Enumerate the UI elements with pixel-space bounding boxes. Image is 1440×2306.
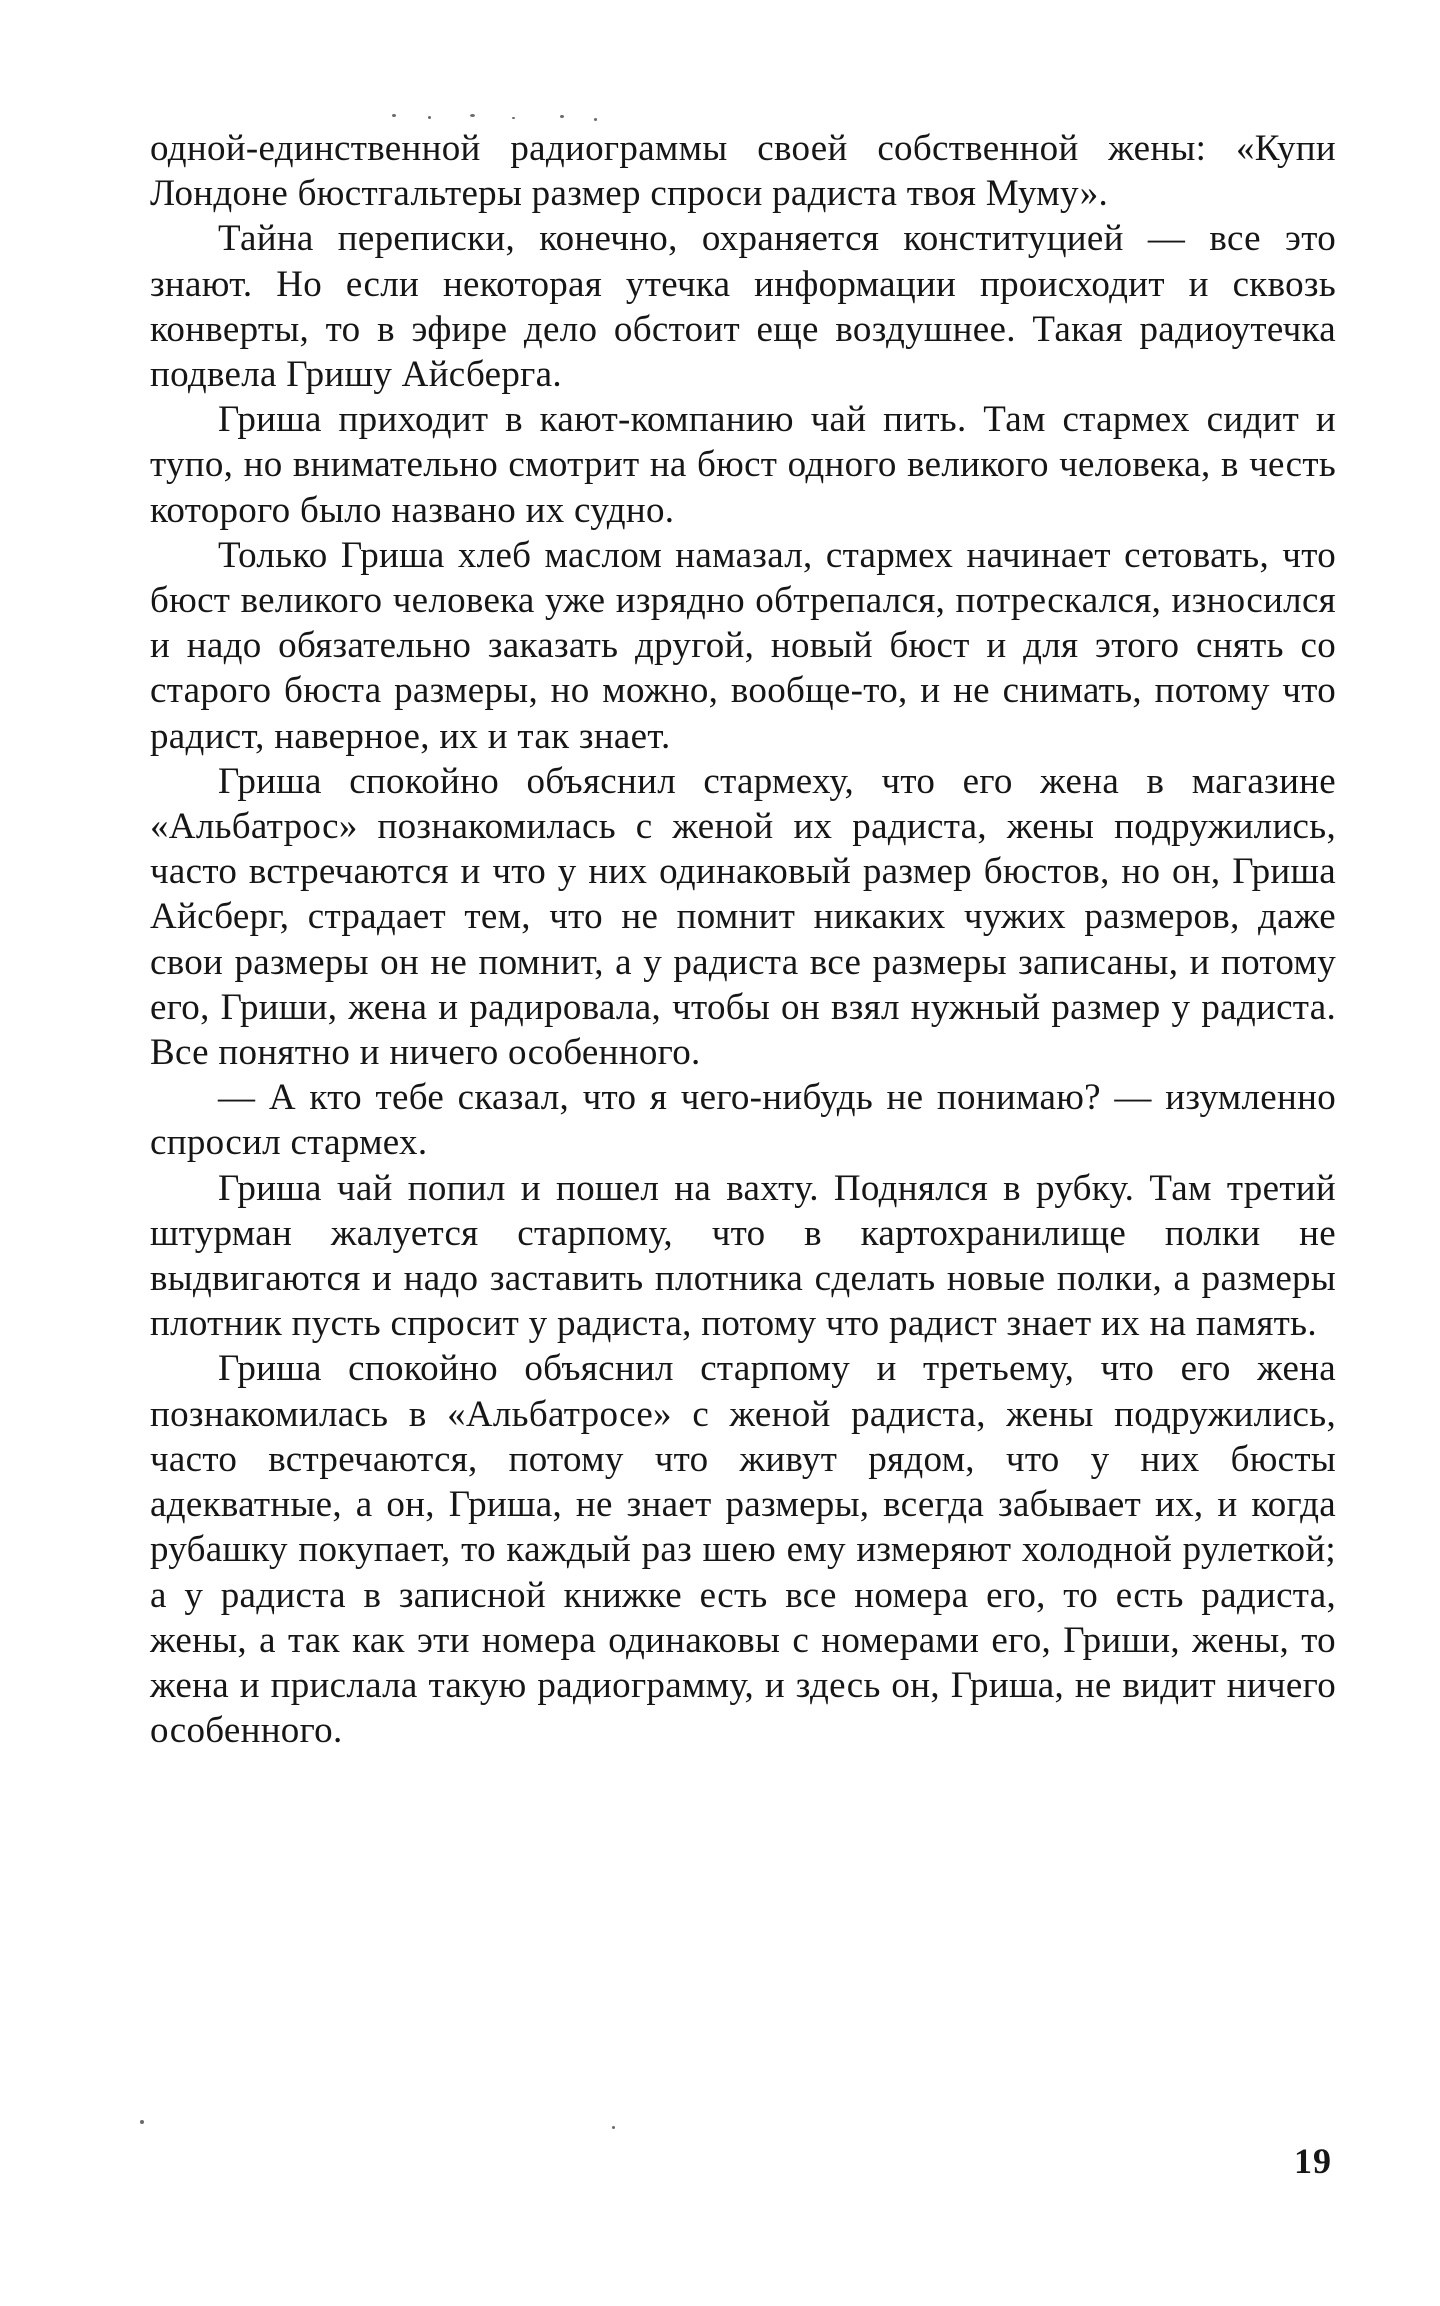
paragraph-8: Гриша спокойно объяснил старпому и третьему, что его жена познакомилась в «Альбатросе» с женой радиста, жены подружились, часто встречаются, потому что живут рядом, что у них бюсты адекватные, а он, Гриша, не знает размеры, всегда забывает их, и когда рубашку покупает, то каждый раз шею ему измеряют холодной рулеткой; а у радиста в записной книжке есть все номера его, то есть радиста, жены, а так как эти номера одинаковы с номерами его, Гриши, жены, то жена и прислала такую радиограмму, и здесь он, Гриша, не видит ничего особенного.: [150, 1348, 1336, 1752]
print-speck: [512, 117, 515, 119]
print-speck: [470, 114, 475, 117]
print-speck: [140, 2120, 144, 2124]
print-speck: [594, 118, 597, 121]
print-speck: [428, 116, 431, 119]
body-text: [150, 126, 1336, 1753]
page-number: 19: [1294, 2141, 1332, 2181]
paragraph-4: Только Гриша хлеб маслом намазал, стармех начинает сетовать, что бюст великого человека уже изрядно обтрепался, потрескался, износился и надо обязательно заказать другой, новый бюст и для этого снять со старого бюста размеры, но можно, вообще-то, и не снимать, потому что радист, наверное, их и так знает.: [150, 534, 1336, 757]
paragraph-7: Гриша чай попил и пошел на вахту. Поднялся в рубку. Там третий штурман жалуется старпому, что в картохранилище полки не выдвигаются и надо заставить плотника сделать новые полки, а размеры плотник пусть спросит у радиста, потому что радист знает их на память.: [150, 1167, 1336, 1345]
paragraph-1: одной-единственной радиограммы своей собственной жены: «Купи Лондоне бюстгальтеры размер спроси радиста твоя Муму».: [150, 128, 1336, 215]
paragraph-5: Гриша спокойно объяснил стармеху, что его жена в магазине «Альбатрос» познакомилась с женой их радиста, жены подружились, часто встречаются и что у них одинаковый размер бюстов, но он, Гриша Айсберг, страдает тем, что не помнит никаких чужих размеров, даже свои размеры он не помнит, а у радиста все размеры записаны, и потому его, Гриши, жена и радировала, чтобы он взял нужный размер у радиста. Все понятно и ничего особенного.: [150, 760, 1336, 1074]
print-speck: [560, 115, 564, 118]
paragraph-6: — А кто тебе сказал, что я чего-нибудь не понимаю? — изумленно спросил стармех.: [150, 1077, 1336, 1164]
print-speck: [612, 2126, 615, 2129]
paragraph-2: Тайна переписки, конечно, охраняется конституцией — все это знают. Но если некоторая утечка информации происходит и сквозь конверты, то в эфире дело обстоит еще воздушнее. Такая радиоутечка подвела Гришу Айсберга.: [150, 218, 1336, 396]
paragraph-3: Гриша приходит в кают-компанию чай пить. Там стармех сидит и тупо, но внимательно смотрит на бюст одного великого человека, в честь которого было названо их судно.: [150, 399, 1336, 531]
print-speck: [392, 114, 396, 117]
